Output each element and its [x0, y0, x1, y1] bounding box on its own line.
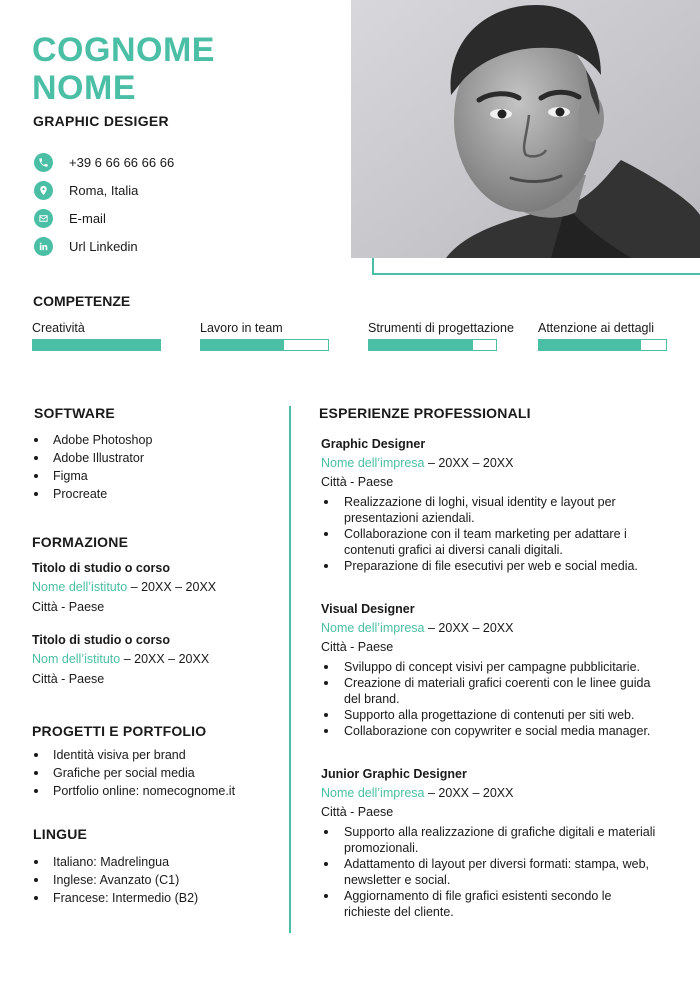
- job-role: Junior Graphic Designer: [321, 767, 467, 781]
- education-dates: – 20XX – 20XX: [127, 580, 217, 594]
- education-section-title: FORMAZIONE: [32, 534, 129, 550]
- job-bullets: [321, 494, 661, 574]
- skill-bar: [368, 339, 497, 351]
- job-dates: – 20XX – 20XX: [424, 786, 514, 800]
- list-item: Francese: Intermedio (B2): [32, 889, 198, 907]
- list-item: Identità visiva per brand: [32, 746, 235, 764]
- list-item: Supporto alla progettazione di contenuti per siti web.: [321, 707, 661, 723]
- list-item: Figma: [32, 467, 152, 485]
- company-name: Nome dell’impresa: [321, 786, 425, 800]
- software-list: [32, 431, 152, 503]
- contact-location: [34, 180, 138, 200]
- institute-name: Nom dell’istituto: [32, 652, 121, 666]
- education-entry: [32, 631, 209, 689]
- job-role: Visual Designer: [321, 602, 415, 616]
- list-item: Realizzazione di loghi, visual identity e layout per presentazioni aziendali.: [321, 494, 661, 526]
- job-location: Città - Paese: [321, 805, 394, 819]
- skill-bar: [538, 339, 667, 351]
- job-location: Città - Paese: [321, 640, 394, 654]
- linkedin-text[interactable]: Url Linkedin: [69, 238, 138, 254]
- skill-label: Lavoro in team: [200, 321, 283, 335]
- surname-heading: COGNOME: [32, 31, 215, 69]
- company-name: Nome dell’impresa: [321, 621, 425, 635]
- list-item: Collaborazione con il team marketing per adattare i contenuti grafici ai diversi canali digitali.: [321, 526, 661, 558]
- skill-item: [368, 321, 528, 351]
- linkedin-icon: [34, 237, 53, 256]
- company-name: Nome dell’impresa: [321, 456, 425, 470]
- education-entry: [32, 559, 216, 617]
- skill-label: Creatività: [32, 321, 85, 335]
- skill-bar-fill: [33, 340, 160, 350]
- projects-list: [32, 746, 235, 800]
- list-item: Adobe Photoshop: [32, 431, 152, 449]
- list-item: Italiano: Madrelingua: [32, 853, 198, 871]
- list-item: Aggiornamento di file grafici esistenti secondo le richieste del cliente.: [321, 888, 661, 920]
- list-item: Creazione di materiali grafici coerenti con le linee guida del brand.: [321, 675, 661, 707]
- location-text: Roma, Italia: [69, 182, 139, 198]
- list-item: Portfolio online: nomecognome.it: [32, 782, 235, 800]
- skills-section-title: COMPETENZE: [33, 293, 131, 309]
- phone-number: +39 6 66 66 66 66: [69, 154, 175, 170]
- job-entry: [321, 765, 661, 920]
- education-location: Città - Paese: [32, 672, 105, 686]
- contact-linkedin: [34, 236, 138, 256]
- skill-bar-fill: [369, 340, 473, 350]
- job-company-line: [321, 783, 661, 803]
- name-heading: NOME: [32, 69, 136, 107]
- education-institute-line: [32, 577, 216, 597]
- job-bullets: [321, 659, 661, 739]
- contact-email: [34, 208, 106, 228]
- skill-item: [200, 321, 360, 351]
- email-text[interactable]: E-mail: [69, 210, 106, 226]
- institute-name: Nome dell’istituto: [32, 580, 128, 594]
- phone-icon: [34, 153, 53, 172]
- profile-photo: [351, 0, 700, 258]
- education-degree: Titolo di studio o corso: [32, 561, 170, 575]
- skill-label: Strumenti di progettazione: [368, 321, 514, 335]
- projects-section-title: PROGETTI E PORTFOLIO: [32, 723, 207, 739]
- job-location: Città - Paese: [321, 475, 394, 489]
- skill-label: Attenzione ai dettagli: [538, 321, 655, 335]
- list-item: Preparazione di file esecutivi per web e social media.: [321, 558, 661, 574]
- job-dates: – 20XX – 20XX: [424, 456, 514, 470]
- skill-item: [538, 321, 698, 351]
- job-company-line: [321, 618, 661, 638]
- skill-bar-fill: [201, 340, 284, 350]
- job-company-line: [321, 453, 661, 473]
- job-title: GRAPHIC DESIGER: [33, 113, 169, 129]
- list-item: Grafiche per social media: [32, 764, 235, 782]
- list-item: Adobe Illustrator: [32, 449, 152, 467]
- job-entry: [321, 435, 661, 574]
- list-item: Collaborazione con copywriter e social media manager.: [321, 723, 661, 739]
- job-entry: [321, 600, 661, 739]
- education-dates: – 20XX – 20XX: [120, 652, 210, 666]
- list-item: Inglese: Avanzato (C1): [32, 871, 198, 889]
- languages-section-title: LINGUE: [33, 826, 88, 842]
- education-location: Città - Paese: [32, 600, 105, 614]
- list-item: Sviluppo di concept visivi per campagne pubblicitarie.: [321, 659, 661, 675]
- job-bullets: [321, 824, 661, 920]
- skill-item: [32, 321, 192, 351]
- contact-phone: [34, 152, 174, 172]
- job-dates: – 20XX – 20XX: [424, 621, 514, 635]
- skill-bar-fill: [539, 340, 641, 350]
- education-institute-line: [32, 649, 209, 669]
- email-icon: [34, 209, 53, 228]
- job-role: Graphic Designer: [321, 437, 426, 451]
- skill-bar: [32, 339, 161, 351]
- education-degree: Titolo di studio o corso: [32, 633, 170, 647]
- list-item: Adattamento di layout per diversi formati: stampa, web, newsletter e social.: [321, 856, 661, 888]
- skill-bar: [200, 339, 329, 351]
- column-divider: [289, 406, 291, 933]
- list-item: Procreate: [32, 485, 152, 503]
- software-section-title: SOFTWARE: [34, 405, 115, 421]
- languages-list: [32, 853, 198, 907]
- list-item: Supporto alla realizzazione di grafiche digitali e materiali promozionali.: [321, 824, 661, 856]
- experience-section-title: ESPERIENZE PROFESSIONALI: [319, 405, 531, 421]
- location-pin-icon: [34, 181, 53, 200]
